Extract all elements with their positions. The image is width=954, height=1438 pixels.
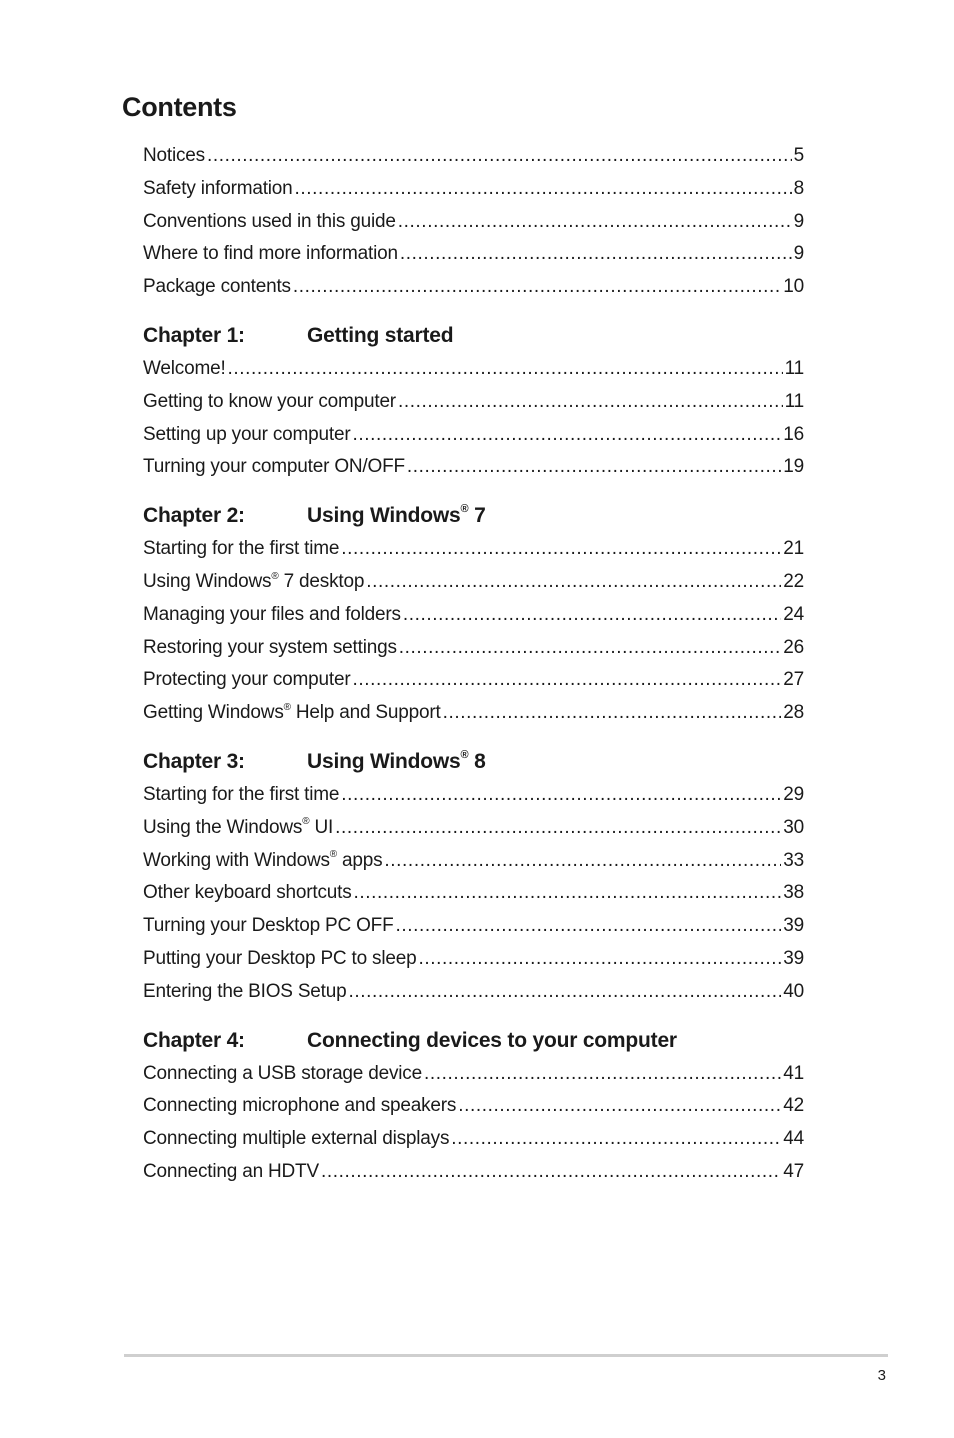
registered-mark: ® — [460, 503, 469, 516]
toc-entry-title: Managing your files and folders — [143, 603, 401, 625]
dot-leader — [407, 451, 781, 484]
dot-leader — [354, 877, 782, 910]
toc-entry-page: 47 — [783, 1160, 804, 1182]
dot-leader — [458, 1090, 781, 1123]
registered-mark: ® — [271, 570, 279, 582]
dot-leader — [335, 812, 781, 845]
toc-entry-page: 9 — [793, 210, 804, 232]
toc-entry-title: Starting for the first time — [143, 538, 340, 560]
toc-entry-page: 10 — [783, 276, 804, 298]
chapter-1-section — [143, 319, 804, 484]
toc-entry-page: 11 — [784, 357, 804, 379]
dot-leader — [398, 206, 792, 239]
toc-entry-safety-information[interactable] — [143, 173, 804, 206]
toc-entry-hdtv[interactable] — [143, 1156, 804, 1189]
toc-entry-page: 29 — [783, 783, 804, 805]
chapter-title: Using Windows® 8 — [307, 748, 486, 773]
page-title: Contents — [122, 92, 237, 122]
toc-entry-page: 38 — [783, 882, 804, 904]
dot-leader — [341, 533, 781, 566]
dot-leader — [352, 664, 781, 697]
toc-entry-page: 26 — [783, 636, 804, 658]
toc-entry-bios-setup[interactable] — [143, 976, 804, 1009]
dot-leader — [424, 1058, 781, 1091]
toc-entry-usb-storage[interactable] — [143, 1058, 804, 1091]
dot-leader — [443, 697, 782, 730]
chapter-number: Chapter 2: — [143, 504, 245, 528]
dot-leader — [395, 910, 781, 943]
toc-entry-title: Safety information — [143, 177, 293, 199]
dot-leader — [451, 1123, 781, 1156]
chapter-title: Getting started — [307, 323, 454, 347]
chapter-4-heading[interactable] — [143, 1024, 804, 1058]
toc-entry-page: 27 — [783, 669, 804, 691]
toc-entry-page: 40 — [783, 980, 804, 1002]
toc-entry-page: 39 — [783, 947, 804, 969]
toc-entry-notices[interactable] — [143, 140, 804, 173]
dot-leader — [400, 238, 792, 271]
dot-leader — [228, 353, 783, 386]
dot-leader — [403, 599, 781, 632]
toc-entry-setting-up[interactable] — [143, 419, 804, 452]
toc-entry-title: Package contents — [143, 276, 291, 298]
table-of-contents — [143, 140, 804, 1189]
toc-entry-page: 28 — [783, 702, 804, 724]
toc-entry-first-time-win8[interactable] — [143, 779, 804, 812]
chapter-3-section — [143, 745, 804, 1009]
toc-entry-first-time-win7[interactable] — [143, 533, 804, 566]
front-matter-section — [143, 140, 804, 304]
toc-entry-title: Other keyboard shortcuts — [143, 882, 352, 904]
toc-entry-title: Conventions used in this guide — [143, 210, 396, 232]
page-number: 3 — [877, 1367, 886, 1384]
chapter-1-heading[interactable] — [143, 319, 804, 353]
toc-entry-turning-on-off[interactable] — [143, 451, 804, 484]
toc-entry-files-folders[interactable] — [143, 599, 804, 632]
toc-entry-title: Putting your Desktop PC to sleep — [143, 947, 417, 969]
toc-entry-page: 9 — [793, 243, 804, 265]
dot-leader — [321, 1156, 781, 1189]
toc-entry-title: Restoring your system settings — [143, 636, 397, 658]
toc-entry-title: Setting up your computer — [143, 423, 351, 445]
toc-entry-title: Notices — [143, 145, 205, 166]
chapter-number: Chapter 1: — [143, 323, 245, 347]
toc-entry-title: Where to find more information — [143, 243, 398, 265]
toc-entry-page: 5 — [793, 145, 804, 166]
toc-entry-title: Welcome! — [143, 357, 226, 379]
chapter-3-heading[interactable] — [143, 745, 804, 779]
chapter-number: Chapter 4: — [143, 1028, 245, 1052]
dot-leader — [418, 943, 781, 976]
toc-entry-protecting[interactable] — [143, 664, 804, 697]
toc-entry-title: Connecting a USB storage device — [143, 1062, 422, 1084]
toc-entry-title: Connecting microphone and speakers — [143, 1095, 457, 1117]
toc-entry-page: 30 — [783, 816, 804, 838]
dot-leader — [399, 632, 781, 665]
registered-mark: ® — [302, 816, 310, 828]
toc-entry-title: Working with Windows® apps — [143, 849, 383, 871]
dot-leader — [348, 976, 781, 1009]
toc-entry-external-displays[interactable] — [143, 1123, 804, 1156]
toc-entry-page: 24 — [783, 603, 804, 625]
dot-leader — [366, 566, 781, 599]
toc-entry-title: Getting Windows® Help and Support — [143, 701, 441, 724]
toc-entry-conventions[interactable] — [143, 206, 804, 239]
dot-leader — [398, 386, 783, 419]
toc-entry-mic-speakers[interactable] — [143, 1090, 804, 1123]
toc-entry-title: Entering the BIOS Setup — [143, 980, 347, 1002]
chapter-2-section — [143, 499, 804, 730]
toc-entry-desktop-off[interactable] — [143, 910, 804, 943]
toc-entry-welcome[interactable] — [143, 353, 804, 386]
dot-leader — [352, 419, 781, 452]
toc-entry-page: 22 — [783, 570, 804, 592]
toc-entry-page: 44 — [783, 1128, 804, 1150]
dot-leader — [295, 173, 792, 206]
toc-entry-title: Using Windows® 7 desktop — [143, 570, 365, 592]
chapter-2-heading[interactable] — [143, 499, 804, 533]
dot-leader — [384, 845, 781, 878]
toc-entry-page: 33 — [783, 849, 804, 871]
toc-entry-title: Connecting multiple external displays — [143, 1128, 450, 1150]
toc-entry-title: Getting to know your computer — [143, 390, 396, 412]
toc-entry-title: Protecting your computer — [143, 669, 351, 691]
toc-entry-page: 8 — [793, 177, 804, 199]
toc-entry-page: 19 — [783, 456, 804, 478]
toc-entry-desktop-sleep[interactable] — [143, 943, 804, 976]
dot-leader — [341, 779, 781, 812]
toc-entry-windows-ui[interactable] — [143, 812, 804, 845]
toc-entry-keyboard-shortcuts[interactable] — [143, 877, 804, 910]
toc-entry-windows-apps[interactable] — [143, 845, 804, 878]
toc-entry-page: 16 — [783, 423, 804, 445]
toc-entry-page: 11 — [784, 390, 804, 412]
toc-entry-title: Starting for the first time — [143, 783, 340, 805]
registered-mark: ® — [283, 701, 291, 713]
toc-entry-help-support[interactable] — [143, 697, 804, 730]
dot-leader — [293, 271, 781, 304]
toc-entry-know-your-computer[interactable] — [143, 386, 804, 419]
registered-mark: ® — [460, 748, 469, 761]
toc-entry-package-contents[interactable] — [143, 271, 804, 304]
chapter-4-section — [143, 1024, 804, 1189]
chapter-title: Using Windows® 7 — [307, 503, 486, 528]
toc-entry-page: 42 — [783, 1095, 804, 1117]
toc-entry-title: Turning your Desktop PC OFF — [143, 915, 394, 937]
toc-entry-win7-desktop[interactable] — [143, 566, 804, 599]
toc-entry-page: 39 — [783, 915, 804, 937]
toc-entry-page: 21 — [783, 538, 804, 560]
toc-entry-more-information[interactable] — [143, 238, 804, 271]
toc-entry-title: Using the Windows® UI — [143, 816, 334, 838]
toc-entry-title: Turning your computer ON/OFF — [143, 456, 405, 478]
registered-mark: ® — [329, 849, 337, 861]
toc-entry-page: 41 — [783, 1062, 804, 1084]
dot-leader — [207, 140, 792, 173]
toc-entry-restoring-settings[interactable] — [143, 632, 804, 665]
toc-entry-title: Connecting an HDTV — [143, 1160, 319, 1182]
chapter-title: Connecting devices to your computer — [307, 1028, 677, 1052]
footer-divider — [124, 1354, 888, 1357]
chapter-number: Chapter 3: — [143, 749, 245, 773]
